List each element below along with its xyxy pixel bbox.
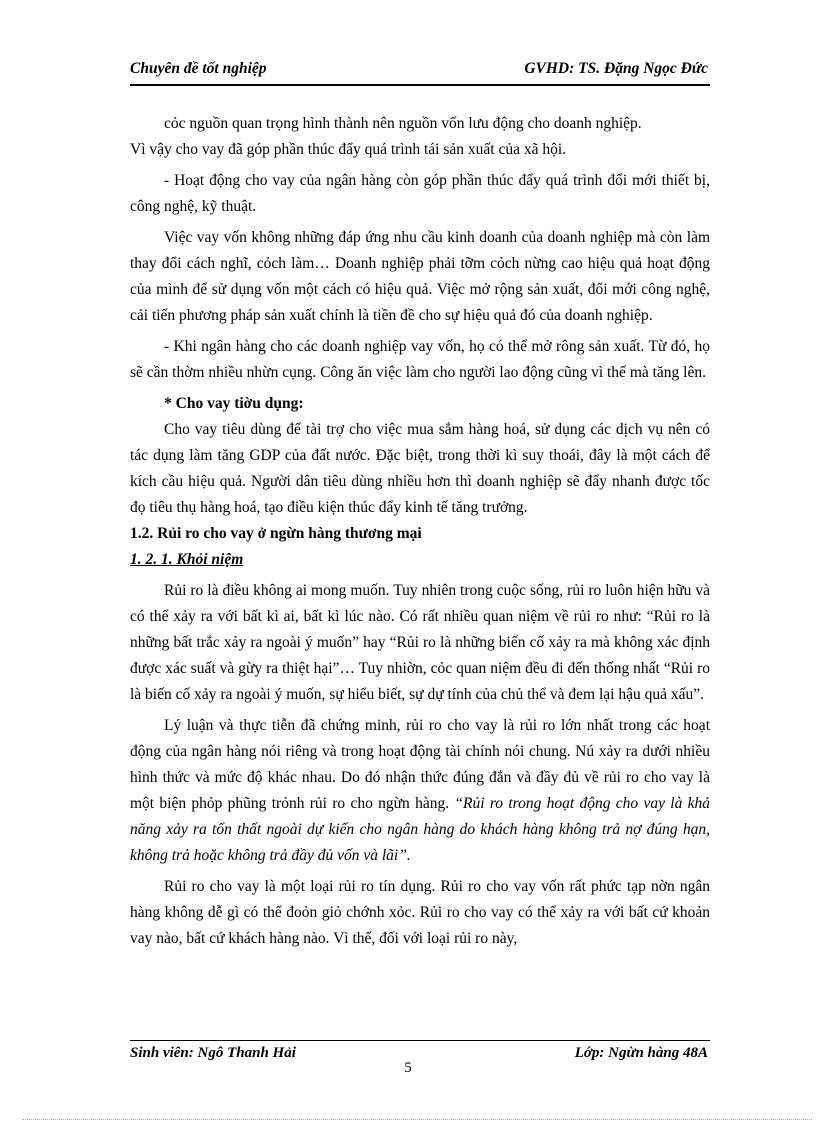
paragraph [130,713,710,869]
body-text [130,111,710,952]
paragraph: Vì vậy cho vay đã góp phần thúc đẩy quá trình tái sản xuất của xã hội. [130,141,567,158]
subheading-consumer-loans: * Cho vay tiờu dụng: [164,395,304,412]
paragraph: Cho vay tiêu dùng để tài trợ cho việc mua sắm hàng hoá, sử dụng các dịch vụ nên có tác dụng làm tăng GDP của đất nước. Đặc biệt, trong thời kì suy thoái, đây là một cách để kích cầu hiệu quả. Người dân tiêu dùng nhiều hơn thì doanh nghiệp sẽ đẩy nhanh được tốc đọ tiêu thụ hàng hoá, tạo điều kiện thúc đẩy kinh tế tăng trưởng. [130,421,710,516]
page-number: 5 [404,1060,412,1076]
footer-student: Sinh viên: Ngô Thanh Hải [130,1045,296,1061]
header-advisor: GVHD: TS. Đặng Ngọc Đức [524,60,708,77]
paragraph: cỏc nguồn quan trọng hình thành nên nguồn vốn lưu động cho doanh nghiệp. [164,115,642,132]
page-edge-divider [22,1119,812,1120]
paragraph: Việc vay vốn không những đáp ứng nhu cầu kinh doanh của doanh nghiệp mà còn làm thay đổi cách nghĩ, cỏch làm… Doanh nghiệp phải tỡm cỏch nừng cao hiệu quả hoạt động của mình để sử dụng vốn một cách có hiệu quả. Việc mở rộng sản xuất, đổi mới công nghệ, cải tiến phương pháp sản xuất chính là tiền đề cho sự hiệu quả đó của doanh nghiệp. [130,229,710,324]
paragraph: Rủi ro cho vay là một loại rủi ro tín dụng. Rủi ro cho vay vốn rất phức tạp nờn ngân hàng không dễ gì có thể đoỏn giỏ chớnh xỏc. Rủi ro cho vay có thể xảy ra với bất cứ khoản vay nào, bất cứ khách hàng nào. Vì thế, đối với loại rủi ro này, [130,878,710,947]
paragraph: - Khi ngân hàng cho các doanh nghiệp vay vốn, họ có thể mở rông sản xuất. Từ đó, họ sẽ cần thờm nhiều nhừn cụng. Công ăn việc làm cho người lao động cũng vì thế mà tăng lên. [130,338,710,381]
definition-quote: “Rủi ro trong hoạt động cho vay là khả năng xảy ra tổn thất ngoài dự kiến cho ngân hàng do khách hàng không trả nợ đúng hạn, không trả hoặc không trả đầy đủ vốn và lãi”. [130,795,710,864]
page-header [130,58,710,86]
section-heading: 1.2. Rủi ro cho vay ở ngừn hàng thương mại [130,525,422,542]
paragraph: - Hoạt động cho vay của ngân hàng còn góp phần thúc đẩy quá trình đổi mới thiết bị, công nghệ, kỹ thuật. [130,172,710,215]
paragraph: Rủi ro là điều không ai mong muốn. Tuy nhiên trong cuộc sống, rủi ro luôn hiện hữu và có thể xảy ra với bất kì ai, bất kì lúc nào. Có rất nhiều quan niệm về rủi ro như: “Rủi ro là những bất trắc xảy ra ngoài ý muốn” hay “Rủi ro là những biến cố xảy ra mà không xác định được xác suất và gừy ra thiệt hại”… Tuy nhiờn, cỏc quan niệm đều đi đến thống nhất “Rủi ro là biến cố xảy ra ngoài ý muốn, sự hiểu biết, sự dự tính của chủ thể và đem lại hậu quả xấu”. [130,582,710,703]
header-title: Chuyên đề tốt nghiệp [130,60,267,77]
footer-class: Lớp: Ngừn hàng 48A [574,1045,708,1061]
subsection-heading: 1. 2. 1. Khỏi niệm [130,551,244,568]
paragraph-text: Lý luận và thực tiễn đã chứng minh, rủi ro cho vay là rủi ro lớn nhất trong các hoạt động của ngân hàng nói riêng và trong hoạt động tài chính nói chung. Nú xảy ra dưới nhiều hình thức và mức độ khác nhau. Do đó nhận thức đúng đắn và đầy đủ về rủi ro cho vay là một biện phỏp phũng trỏnh rủi ro cho ngừn hàng. [130,717,710,812]
